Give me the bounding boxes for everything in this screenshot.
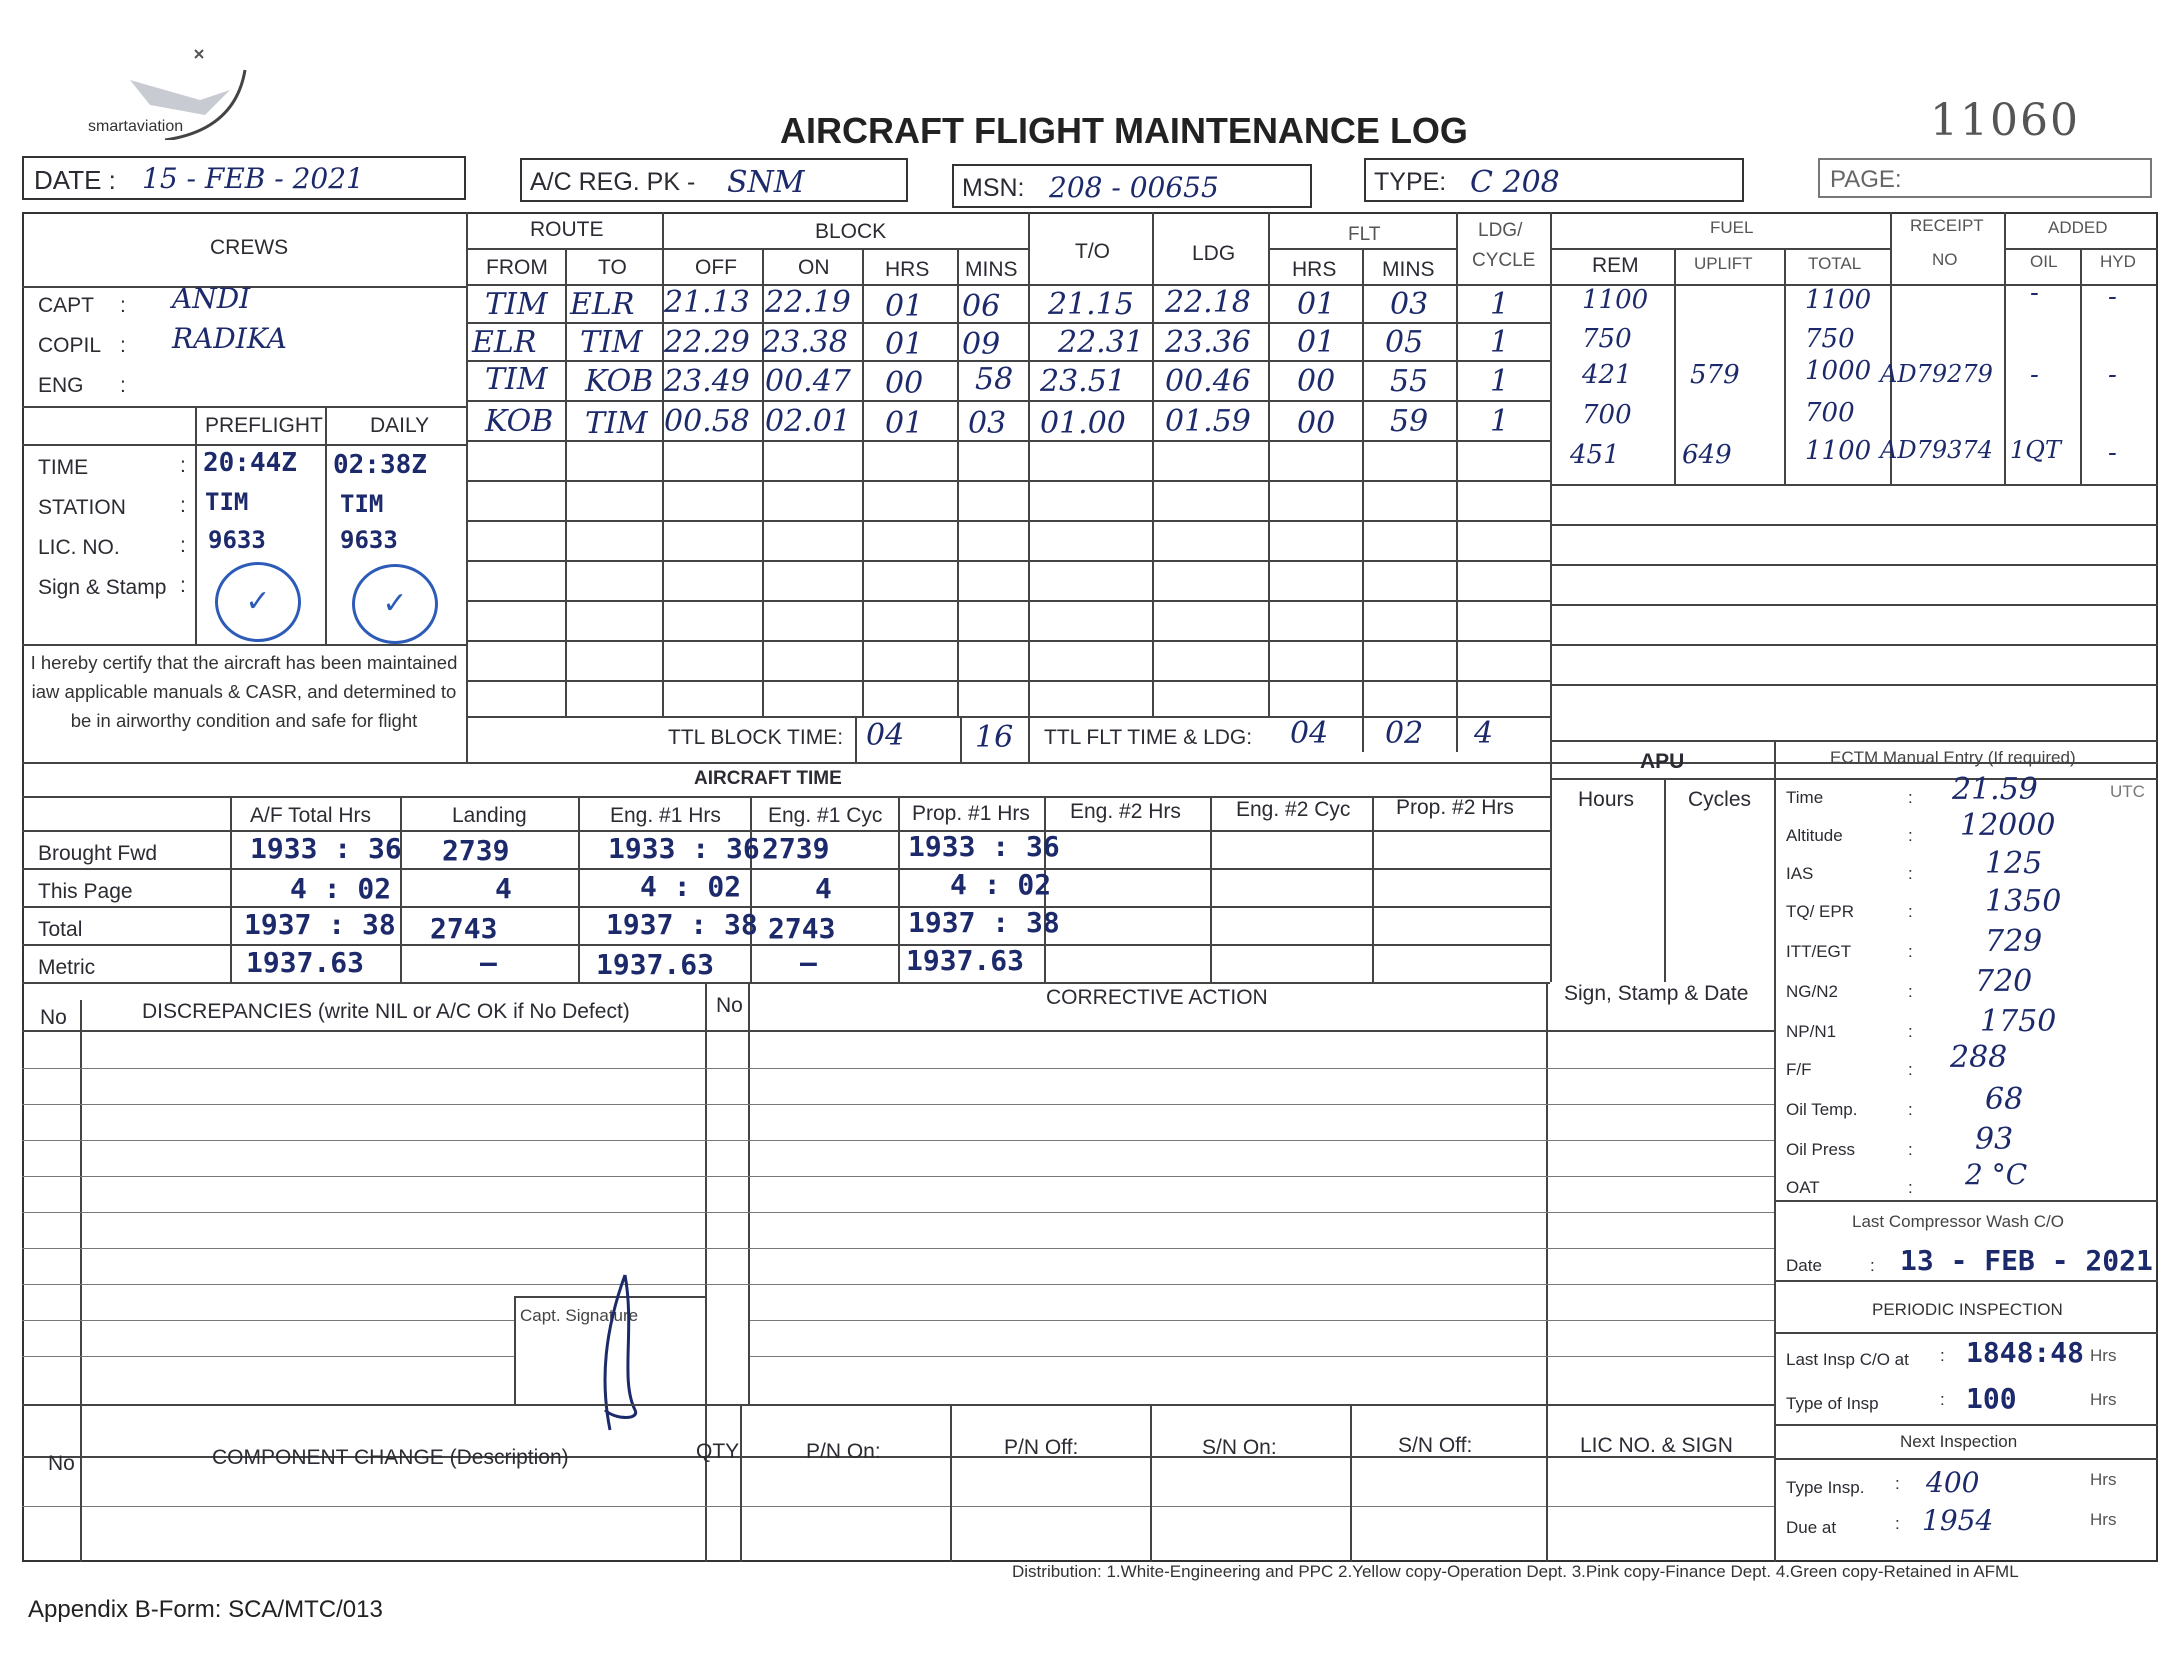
takeoff-heading: T/O bbox=[1075, 240, 1110, 263]
hrs-unit: Hrs bbox=[2090, 1470, 2117, 1489]
type-insp-label: Type of Insp bbox=[1786, 1394, 1879, 1413]
flt-mins-cell: 05 bbox=[1385, 325, 1424, 360]
due-label: Due at bbox=[1786, 1518, 1837, 1537]
type-label: TYPE: bbox=[1374, 168, 1447, 196]
hrs-cell: 00 bbox=[885, 366, 924, 401]
colon: : bbox=[1870, 1256, 1875, 1275]
hyd-cell: - bbox=[2108, 438, 2117, 468]
corrective-heading: CORRECTIVE ACTION bbox=[1046, 986, 1268, 1009]
oil-cell: 1QT bbox=[2010, 436, 2061, 464]
value-cell: 1937 : 38 bbox=[908, 906, 1060, 939]
apu-cycles: Cycles bbox=[1688, 788, 1752, 811]
uplift-cell: 649 bbox=[1682, 440, 1732, 470]
mins-cell: 58 bbox=[975, 362, 1014, 397]
colon: : bbox=[120, 334, 126, 357]
cycle-heading-2: CYCLE bbox=[1472, 250, 1536, 271]
row-label: Total bbox=[38, 918, 83, 941]
date-label: DATE : bbox=[34, 165, 116, 195]
rem-cell: 421 bbox=[1582, 360, 1632, 390]
next-type-label: Type Insp. bbox=[1786, 1478, 1865, 1497]
daily-stamp-icon: ✓ bbox=[352, 564, 438, 644]
ectm-value: 1350 bbox=[1985, 884, 2062, 919]
to-cell: TIM bbox=[585, 406, 648, 441]
sign-label: Sign & Stamp bbox=[38, 576, 167, 599]
value-cell: 4 : 02 bbox=[290, 872, 392, 905]
total-cell: 750 bbox=[1805, 324, 1855, 354]
colon: : bbox=[1940, 1346, 1945, 1365]
flt-mins-heading: MINS bbox=[1382, 258, 1435, 281]
ectm-heading: ECTM Manual Entry (If required) bbox=[1830, 748, 2076, 767]
oil-heading: OIL bbox=[2030, 252, 2058, 271]
captain-signature-icon bbox=[585, 1270, 655, 1440]
hrs-cell: 01 bbox=[885, 289, 924, 324]
rem-cell: 700 bbox=[1582, 400, 1632, 430]
ectm-label: TQ/ EPR bbox=[1786, 902, 1855, 921]
takeoff-cell: 23.51 bbox=[1040, 364, 1126, 399]
colon: : bbox=[1908, 1100, 1913, 1119]
ldg-cell: 23.36 bbox=[1165, 325, 1251, 360]
comp-qty-heading: QTY bbox=[696, 1440, 740, 1463]
flt-hrs-heading: HRS bbox=[1292, 258, 1337, 281]
page-field[interactable] bbox=[1818, 158, 2152, 198]
capt-signature-label: Capt. Signature bbox=[520, 1306, 639, 1325]
ectm-label: OAT bbox=[1786, 1178, 1820, 1197]
distribution-text: Distribution: 1.White-Engineering and PPC 2.Yellow copy-Operation Dept. 3.Pink copy-Finance Dept. 4.Green copy-Retained in AFML bbox=[1012, 1562, 2019, 1581]
comp-no-heading: No bbox=[48, 1452, 75, 1475]
mins-cell: 03 bbox=[968, 406, 1007, 441]
ectm-label: Oil Press bbox=[1786, 1140, 1855, 1159]
rem-cell: 451 bbox=[1570, 440, 1620, 470]
ectm-value: 2 °C bbox=[1965, 1158, 2028, 1191]
ectm-label: F/F bbox=[1786, 1060, 1812, 1079]
value-cell: 4 : 02 bbox=[640, 870, 742, 903]
rem-heading: REM bbox=[1592, 254, 1639, 277]
hyd-cell: - bbox=[2108, 360, 2117, 390]
ectm-value: 1750 bbox=[1980, 1004, 2057, 1039]
receipt-cell: AD79374 bbox=[1880, 436, 1993, 464]
ttl-block-hrs: 04 bbox=[866, 718, 905, 753]
colon: : bbox=[1908, 1178, 1913, 1197]
corr-no-heading: No bbox=[716, 994, 743, 1017]
crews-heading: CREWS bbox=[210, 236, 289, 259]
mins-heading: MINS bbox=[965, 258, 1018, 281]
rem-cell: 750 bbox=[1582, 324, 1632, 354]
from-cell: TIM bbox=[485, 287, 548, 322]
cycle-cell: 1 bbox=[1490, 404, 1510, 439]
hrs-cell: 01 bbox=[885, 406, 924, 441]
takeoff-cell: 22.31 bbox=[1058, 325, 1144, 360]
sn-off-heading: S/N Off: bbox=[1398, 1434, 1473, 1457]
on-cell: 00.47 bbox=[765, 364, 851, 399]
hyd-heading: HYD bbox=[2100, 252, 2136, 271]
uplift-heading: UPLIFT bbox=[1694, 254, 1753, 273]
certify-text: I hereby certify that the aircraft has been maintained iaw applicable manuals & CASR, and determined to be in airworthy condition and safe for flight bbox=[30, 652, 458, 731]
colon: : bbox=[180, 454, 186, 477]
col-prop1-hrs: Prop. #1 Hrs bbox=[912, 802, 1030, 825]
crew-value: RADIKA bbox=[172, 322, 287, 355]
hrs-cell: 01 bbox=[885, 327, 924, 362]
row-label: This Page bbox=[38, 880, 133, 903]
on-cell: 23.38 bbox=[762, 325, 848, 360]
to-cell: ELR bbox=[570, 287, 635, 322]
off-cell: 23.49 bbox=[664, 364, 750, 399]
colon: : bbox=[180, 574, 186, 597]
flt-hrs-cell: 00 bbox=[1297, 406, 1336, 441]
daily-heading: DAILY bbox=[370, 414, 430, 437]
col-eng1-cyc: Eng. #1 Cyc bbox=[768, 804, 883, 827]
next-type-value: 400 bbox=[1926, 1466, 1980, 1499]
msn-value: 208 - 00655 bbox=[1049, 171, 1219, 204]
from-cell: ELR bbox=[472, 325, 537, 360]
value-cell: 1937.63 bbox=[596, 948, 715, 981]
type-field[interactable] bbox=[1364, 158, 1744, 202]
value-cell: 1933 : 36 bbox=[608, 832, 760, 865]
fuel-heading: FUEL bbox=[1710, 218, 1754, 237]
oil-cell: - bbox=[2030, 360, 2039, 390]
value-cell: – bbox=[480, 946, 497, 979]
daily-time: 02:38Z bbox=[333, 450, 427, 480]
col-prop2-hrs: Prop. #2 Hrs bbox=[1396, 796, 1514, 819]
col-af-total: A/F Total Hrs bbox=[250, 804, 371, 827]
ectm-label: Time bbox=[1786, 788, 1824, 807]
uplift-cell: 579 bbox=[1690, 360, 1740, 390]
takeoff-cell: 21.15 bbox=[1048, 287, 1134, 322]
ectm-value: 720 bbox=[1975, 964, 2033, 999]
value-cell: 1937.63 bbox=[246, 946, 365, 979]
ectm-label: NG/N2 bbox=[1786, 982, 1838, 1001]
daily-station: TIM bbox=[340, 490, 384, 518]
receipt-heading: RECEIPT bbox=[1910, 216, 1984, 235]
ectm-value: 68 bbox=[1985, 1082, 2024, 1117]
on-cell: 22.19 bbox=[765, 285, 851, 320]
crew-label: COPIL bbox=[38, 334, 102, 357]
ectm-unit: UTC bbox=[2110, 782, 2145, 801]
flt-hrs-cell: 01 bbox=[1297, 325, 1336, 360]
ectm-value: 93 bbox=[1975, 1122, 2014, 1157]
ttl-flt-hrs: 04 bbox=[1290, 716, 1329, 751]
apu-heading: APU bbox=[1640, 750, 1685, 773]
ectm-value: 125 bbox=[1985, 846, 2043, 881]
sn-on-heading: S/N On: bbox=[1202, 1436, 1277, 1459]
colon: : bbox=[180, 494, 186, 517]
colon: : bbox=[1895, 1514, 1900, 1533]
col-eng2-hrs: Eng. #2 Hrs bbox=[1070, 800, 1181, 823]
colon: : bbox=[1908, 864, 1913, 883]
ldg-cell: 22.18 bbox=[1165, 285, 1251, 320]
total-cell: 1100 bbox=[1805, 285, 1872, 315]
type-insp-value: 100 bbox=[1966, 1382, 2017, 1415]
time-label: TIME bbox=[38, 456, 89, 479]
lic-label: LIC. NO. bbox=[38, 536, 120, 559]
value-cell: 2739 bbox=[442, 834, 510, 867]
ldg-cell: 01.59 bbox=[1165, 404, 1251, 439]
ttl-block-label: TTL BLOCK TIME: bbox=[668, 726, 844, 749]
serial-number: 11060 bbox=[1930, 95, 2080, 146]
sign-stamp-heading: Sign, Stamp & Date bbox=[1564, 982, 1749, 1005]
wash-date-value: 13 - FEB - 2021 bbox=[1900, 1244, 2153, 1277]
msn-label: MSN: bbox=[962, 174, 1025, 202]
colon: : bbox=[180, 534, 186, 557]
form-title: AIRCRAFT FLIGHT MAINTENANCE LOG bbox=[780, 110, 1468, 151]
ectm-label: Altitude bbox=[1786, 826, 1843, 845]
value-cell: 1937 : 38 bbox=[244, 908, 396, 941]
colon: : bbox=[1940, 1390, 1945, 1409]
cycle-cell: 1 bbox=[1490, 287, 1510, 322]
date-value: 15 - FEB - 2021 bbox=[142, 162, 364, 195]
total-cell: 1000 bbox=[1805, 356, 1872, 386]
wash-heading: Last Compressor Wash C/O bbox=[1852, 1212, 2064, 1231]
colon: : bbox=[1908, 1140, 1913, 1159]
reg-label: A/C REG. PK - bbox=[530, 168, 696, 196]
value-cell: 2739 bbox=[762, 832, 830, 865]
daily-lic: 9633 bbox=[340, 526, 398, 554]
receipt-cell: AD79279 bbox=[1880, 360, 1993, 388]
reg-value: SNM bbox=[727, 165, 805, 200]
from-heading: FROM bbox=[486, 256, 548, 279]
col-landing: Landing bbox=[452, 804, 527, 827]
value-cell: 2743 bbox=[430, 912, 498, 945]
disc-heading: DISCREPANCIES (write NIL or A/C OK if No Defect) bbox=[142, 1000, 630, 1023]
flt-mins-cell: 03 bbox=[1390, 287, 1429, 322]
hrs-unit: Hrs bbox=[2090, 1510, 2117, 1529]
total-cell: 700 bbox=[1805, 398, 1855, 428]
value-cell: 1933 : 36 bbox=[250, 832, 402, 865]
ectm-value: 12000 bbox=[1960, 808, 2056, 843]
pn-on-heading: P/N On: bbox=[806, 1440, 881, 1463]
ectm-label: ITT/EGT bbox=[1786, 942, 1852, 961]
colon: : bbox=[1908, 982, 1913, 1001]
flt-hrs-cell: 00 bbox=[1297, 364, 1336, 399]
ttl-flt-label: TTL FLT TIME & LDG: bbox=[1044, 726, 1253, 749]
aircraft-time-heading: AIRCRAFT TIME bbox=[694, 768, 842, 789]
due-value: 1954 bbox=[1922, 1504, 1994, 1537]
value-cell: 4 : 02 bbox=[950, 868, 1052, 901]
preflight-stamp-icon: ✓ bbox=[215, 562, 301, 642]
off-cell: 21.13 bbox=[664, 285, 750, 320]
colon: : bbox=[1908, 788, 1913, 807]
cycle-cell: 1 bbox=[1490, 325, 1510, 360]
added-heading: ADDED bbox=[2048, 218, 2108, 237]
disc-no-heading: No bbox=[40, 1006, 67, 1029]
block-heading: BLOCK bbox=[815, 220, 887, 243]
value-cell: 1933 : 36 bbox=[908, 830, 1060, 863]
preflight-lic: 9633 bbox=[208, 526, 266, 554]
total-cell: 1100 bbox=[1805, 436, 1872, 466]
to-cell: KOB bbox=[585, 364, 654, 399]
ectm-value: 729 bbox=[1985, 924, 2043, 959]
preflight-station: TIM bbox=[205, 488, 249, 516]
value-cell: 1937.63 bbox=[906, 944, 1025, 977]
to-heading: TO bbox=[598, 256, 627, 279]
flt-heading: FLT bbox=[1348, 224, 1381, 245]
mins-cell: 06 bbox=[962, 289, 1001, 324]
row-label: Metric bbox=[38, 956, 96, 979]
hrs-unit: Hrs bbox=[2090, 1346, 2117, 1365]
colon: : bbox=[1895, 1474, 1900, 1493]
colon: : bbox=[1908, 826, 1913, 845]
mins-cell: 09 bbox=[962, 327, 1001, 362]
from-cell: KOB bbox=[485, 404, 554, 439]
last-insp-value: 1848:48 bbox=[1966, 1336, 2085, 1369]
off-cell: 00.58 bbox=[664, 404, 750, 439]
hrs-heading: HRS bbox=[885, 258, 930, 281]
reg-field[interactable] bbox=[520, 158, 908, 202]
col-eng2-cyc: Eng. #2 Cyc bbox=[1236, 798, 1351, 821]
total-heading: TOTAL bbox=[1808, 254, 1862, 273]
value-cell: 4 bbox=[815, 872, 832, 905]
wash-date-label: Date bbox=[1786, 1256, 1822, 1275]
flt-hrs-cell: 01 bbox=[1297, 287, 1336, 322]
logo-text: smartaviation bbox=[88, 118, 184, 135]
type-value: C 208 bbox=[1470, 165, 1560, 200]
colon: : bbox=[1908, 1060, 1913, 1079]
comp-desc-heading: COMPONENT CHANGE (Description) bbox=[212, 1446, 569, 1469]
preflight-time: 20:44Z bbox=[203, 448, 297, 478]
form-code: Appendix B-Form: SCA/MTC/013 bbox=[28, 1596, 383, 1623]
ttl-block-mins: 16 bbox=[975, 720, 1014, 755]
crew-label: ENG bbox=[38, 374, 84, 397]
off-heading: OFF bbox=[695, 256, 737, 279]
rem-cell: 1100 bbox=[1582, 285, 1649, 315]
msn-field[interactable] bbox=[952, 164, 1312, 208]
flt-mins-cell: 55 bbox=[1390, 364, 1429, 399]
ectm-label: NP/N1 bbox=[1786, 1022, 1837, 1041]
date-field[interactable] bbox=[22, 156, 466, 200]
oil-cell: - bbox=[2030, 278, 2039, 308]
pn-off-heading: P/N Off: bbox=[1004, 1436, 1079, 1459]
ectm-value: 288 bbox=[1950, 1040, 2008, 1075]
value-cell: – bbox=[800, 946, 817, 979]
flt-mins-cell: 59 bbox=[1390, 404, 1429, 439]
last-insp-label: Last Insp C/O at bbox=[1786, 1350, 1909, 1369]
cycle-cell: 1 bbox=[1490, 364, 1510, 399]
col-eng1-hrs: Eng. #1 Hrs bbox=[610, 804, 721, 827]
ectm-label: IAS bbox=[1786, 864, 1814, 883]
cycle-heading-1: LDG/ bbox=[1478, 220, 1523, 241]
ldg-cell: 00.46 bbox=[1165, 364, 1251, 399]
off-cell: 22.29 bbox=[664, 325, 750, 360]
value-cell: 1937 : 38 bbox=[606, 908, 758, 941]
takeoff-cell: 01.00 bbox=[1040, 406, 1126, 441]
crew-label: CAPT bbox=[38, 294, 95, 317]
colon: : bbox=[1908, 902, 1913, 921]
page-label: PAGE: bbox=[1830, 166, 1902, 193]
to-cell: TIM bbox=[580, 325, 643, 360]
periodic-heading: PERIODIC INSPECTION bbox=[1872, 1300, 2063, 1319]
preflight-heading: PREFLIGHT bbox=[205, 414, 323, 437]
hrs-unit: Hrs bbox=[2090, 1390, 2117, 1409]
ldg-heading: LDG bbox=[1192, 242, 1236, 265]
route-heading: ROUTE bbox=[530, 218, 604, 241]
on-heading: ON bbox=[798, 256, 830, 279]
row-label: Brought Fwd bbox=[38, 842, 158, 865]
hyd-cell: - bbox=[2108, 282, 2117, 312]
value-cell: 4 bbox=[495, 872, 512, 905]
ectm-value: 21.59 bbox=[1952, 772, 2038, 807]
station-label: STATION bbox=[38, 496, 126, 519]
lic-sign-heading: LIC NO. & SIGN bbox=[1580, 1434, 1733, 1457]
crew-value: ANDI bbox=[172, 282, 251, 315]
colon: : bbox=[120, 294, 126, 317]
receipt-no-heading: NO bbox=[1932, 250, 1958, 269]
ttl-ldg: 4 bbox=[1474, 716, 1494, 751]
colon: : bbox=[1908, 942, 1913, 961]
ectm-label: Oil Temp. bbox=[1786, 1100, 1858, 1119]
next-inspection-heading: Next Inspection bbox=[1900, 1432, 2018, 1451]
value-cell: 2743 bbox=[768, 912, 836, 945]
on-cell: 02.01 bbox=[765, 404, 851, 439]
from-cell: TIM bbox=[485, 362, 548, 397]
ttl-flt-mins: 02 bbox=[1385, 716, 1424, 751]
apu-hours: Hours bbox=[1578, 788, 1635, 811]
colon: : bbox=[120, 374, 126, 397]
colon: : bbox=[1908, 1022, 1913, 1041]
